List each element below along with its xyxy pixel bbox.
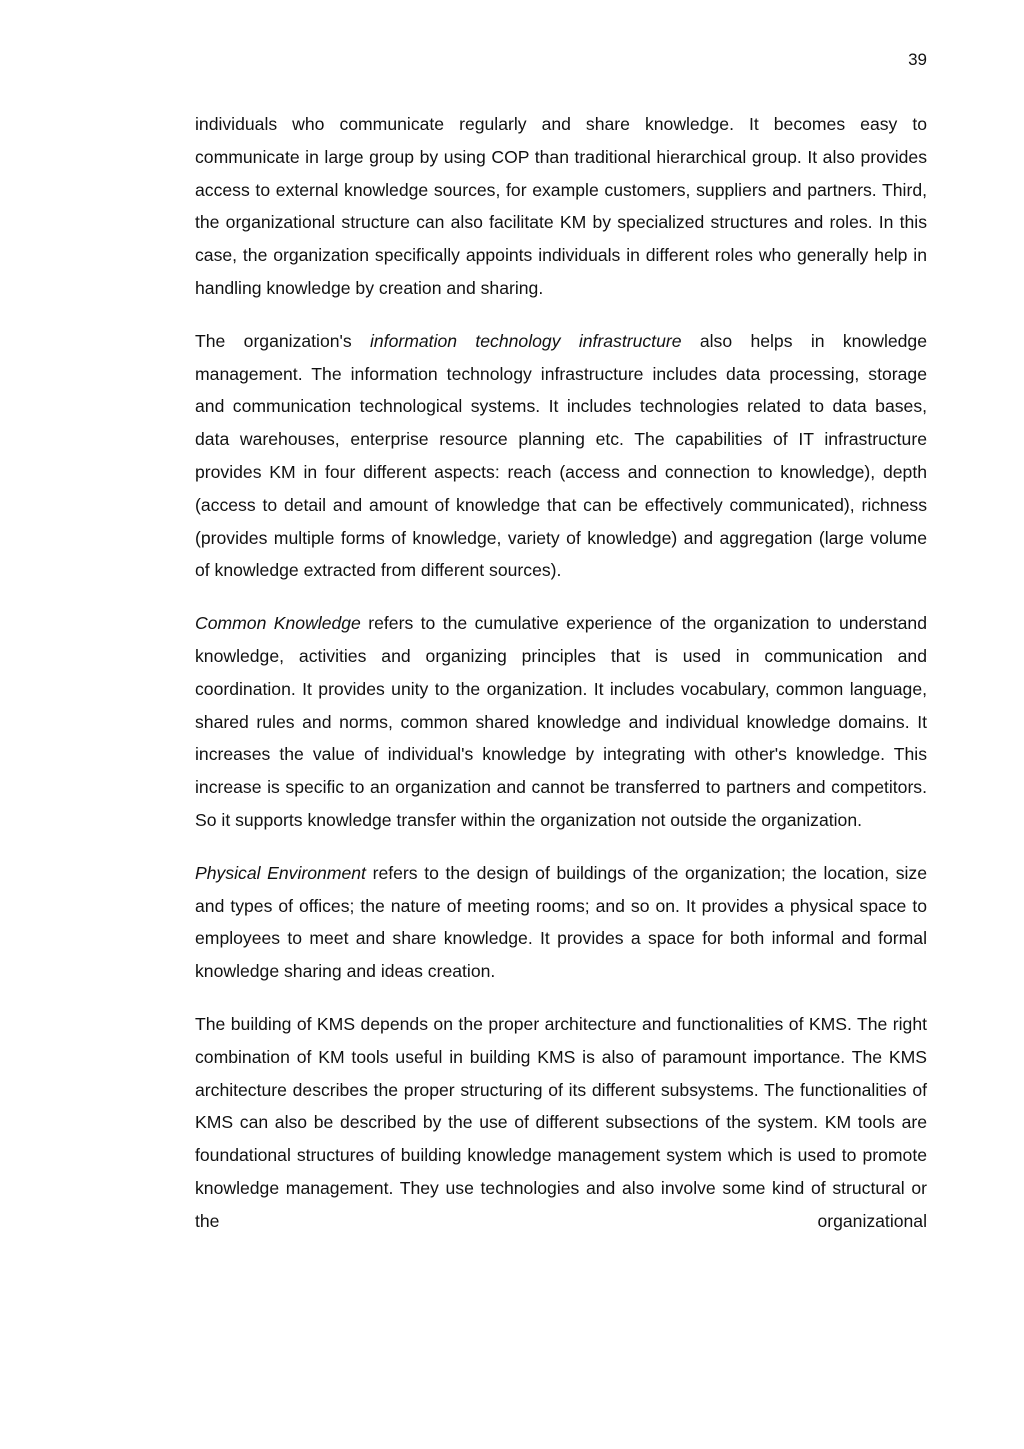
term-it-infrastructure: information technology infrastructure bbox=[370, 330, 682, 351]
paragraph-text: individuals who communicate regularly and share knowledge. It becomes easy to communicate in large group by using COP than traditional hierarchical group. It also provides access to external knowledge sources, for example customers, suppliers and partners. Third, the organizational structure can also facilitate KM by specialized structures and roles. In this case, the organization specifically appoints individuals in different roles who generally help in handling knowledge by creation and sharing. bbox=[195, 114, 927, 298]
term-physical-environment: Physical Environment bbox=[195, 862, 366, 883]
paragraph-text: also helps in knowledge management. The information technology infrastructure includes data processing, storage and communication technological systems. It includes technologies related to data bases, data warehouses, enterprise resource planning etc. The capabilities of IT infrastructure provides KM in four different aspects: reach (access and connection to knowledge), depth (access to detail and amount of knowledge that can be effectively communicated), richness (provides multiple forms of knowledge, variety of knowledge) and aggregation (large volume of knowledge extracted from different sources). bbox=[195, 330, 928, 581]
paragraph-text: refers to the design of buildings of the organization; the location, size and types of offices; the nature of meeting rooms; and so on. It provides a physical space to employees to meet and share knowledge. It provides a space for both informal and formal knowledge sharing and ideas creation. bbox=[195, 862, 927, 982]
paragraph-physical-environment bbox=[195, 857, 927, 988]
page-number: 39 bbox=[908, 50, 927, 69]
term-common-knowledge: Common Knowledge bbox=[195, 613, 361, 634]
document-body bbox=[195, 108, 927, 1238]
paragraph-common-knowledge bbox=[195, 607, 927, 837]
paragraph-org-structure bbox=[195, 108, 927, 305]
paragraph-kms-architecture bbox=[195, 1008, 927, 1238]
paragraph-text: refers to the cumulative experience of the organization to understand knowledge, activities and organizing principles that is used in communication and coordination. It provides unity to the organization. It includes vocabulary, common language, shared rules and norms, common shared knowledge and individual knowledge domains. It increases the value of individual's knowledge by integrating with other's knowledge. This increase is specific to an organization and cannot be transferred to partners and competitors. So it supports knowledge transfer within the organization not outside the organization. bbox=[195, 613, 927, 830]
paragraph-text: The building of KMS depends on the proper architecture and functionalities of KMS. The right combination of KM tools useful in building KMS is also of paramount importance. The KMS architecture describes the proper structuring of its different subsystems. The functionalities of KMS can also be described by the use of different subsections of the system. KM tools are foundational structures of building knowledge management system which is used to promote knowledge management. They use technologies and also involve some kind of structural or the organizational bbox=[195, 1013, 927, 1231]
paragraph-it-infrastructure bbox=[195, 325, 927, 587]
paragraph-lead-in: The organization's bbox=[195, 330, 371, 351]
